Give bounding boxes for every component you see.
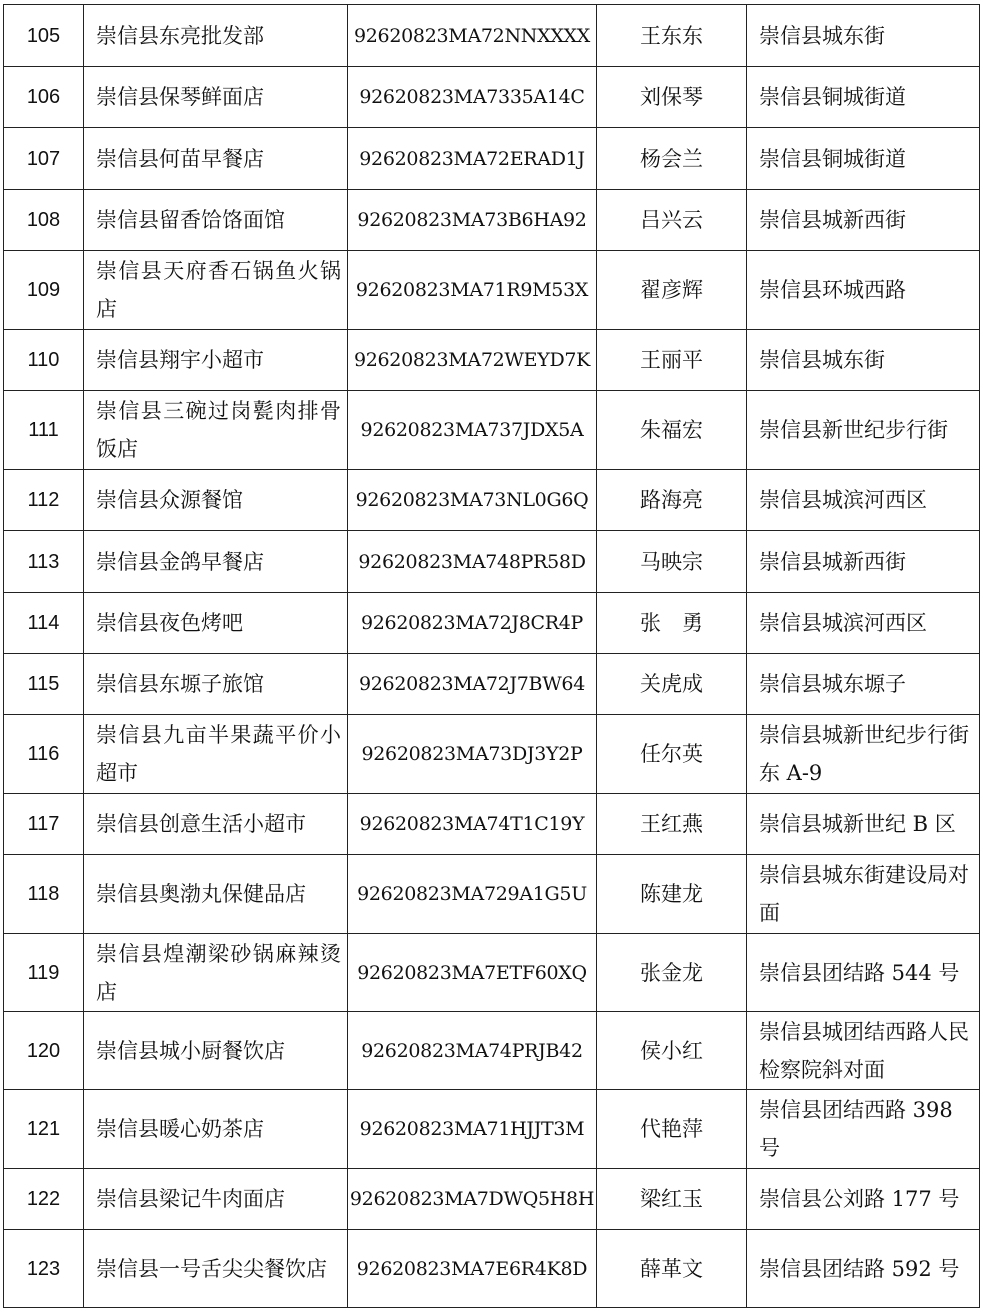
operator-name: 张金龙	[597, 934, 747, 1012]
row-number: 118	[4, 855, 84, 934]
credit-code: 92620823MA737JDX5A	[348, 391, 597, 470]
operator-name: 朱福宏	[597, 391, 747, 470]
business-address: 崇信县铜城街道	[747, 128, 980, 190]
business-name: 崇信县留香饸饹面馆	[84, 190, 348, 251]
business-address: 崇信县城新世纪 B 区	[747, 794, 980, 855]
business-name: 崇信县天府香石锅鱼火锅店	[84, 251, 348, 330]
credit-code: 92620823MA7E6R4K8D	[348, 1230, 597, 1308]
table-row	[4, 470, 980, 531]
operator-name: 关虎成	[597, 654, 747, 715]
table-row	[4, 654, 980, 715]
operator-name: 杨会兰	[597, 128, 747, 190]
business-name: 崇信县创意生活小超市	[84, 794, 348, 855]
credit-code: 92620823MA729A1G5U	[348, 855, 597, 934]
business-name: 崇信县东塬子旅馆	[84, 654, 348, 715]
row-number: 120	[4, 1012, 84, 1090]
business-name: 崇信县保琴鲜面店	[84, 67, 348, 128]
business-name: 崇信县夜色烤吧	[84, 593, 348, 654]
business-address: 崇信县公刘路 177 号	[747, 1169, 980, 1230]
table-row	[4, 531, 980, 593]
business-address: 崇信县城东街	[747, 330, 980, 391]
table-row	[4, 67, 980, 128]
row-number: 109	[4, 251, 84, 330]
business-name: 崇信县梁记牛肉面店	[84, 1169, 348, 1230]
credit-code: 92620823MA72NNXXXX	[348, 5, 597, 67]
table-row	[4, 1090, 980, 1169]
business-address: 崇信县团结路 592 号	[747, 1230, 980, 1308]
operator-name: 陈建龙	[597, 855, 747, 934]
table-row	[4, 1012, 980, 1090]
credit-code: 92620823MA7335A14C	[348, 67, 597, 128]
business-name: 崇信县众源餐馆	[84, 470, 348, 531]
table-row	[4, 934, 980, 1012]
row-number: 119	[4, 934, 84, 1012]
row-number: 107	[4, 128, 84, 190]
business-name: 崇信县三碗过岗甏肉排骨饭店	[84, 391, 348, 470]
row-number: 117	[4, 794, 84, 855]
operator-name: 路海亮	[597, 470, 747, 531]
table-row	[4, 5, 980, 67]
business-address: 崇信县新世纪步行街	[747, 391, 980, 470]
business-address: 崇信县城新西街	[747, 190, 980, 251]
table-body	[4, 5, 980, 1308]
business-name: 崇信县九亩半果蔬平价小超市	[84, 715, 348, 794]
table-row	[4, 190, 980, 251]
business-address: 崇信县城滨河西区	[747, 470, 980, 531]
business-address: 崇信县城东街	[747, 5, 980, 67]
operator-name: 翟彦辉	[597, 251, 747, 330]
row-number: 113	[4, 531, 84, 593]
business-address: 崇信县城新世纪步行街东 A-9	[747, 715, 980, 794]
business-name: 崇信县翔宇小超市	[84, 330, 348, 391]
table-row	[4, 794, 980, 855]
business-address: 崇信县团结西路 398 号	[747, 1090, 980, 1169]
table-row	[4, 251, 980, 330]
business-registry-table	[3, 4, 980, 1308]
credit-code: 92620823MA72J8CR4P	[348, 593, 597, 654]
business-address: 崇信县城新西街	[747, 531, 980, 593]
row-number: 112	[4, 470, 84, 531]
business-address: 崇信县环城西路	[747, 251, 980, 330]
table-row	[4, 330, 980, 391]
business-address: 崇信县团结路 544 号	[747, 934, 980, 1012]
credit-code: 92620823MA72WEYD7K	[348, 330, 597, 391]
row-number: 115	[4, 654, 84, 715]
credit-code: 92620823MA74PRJB42	[348, 1012, 597, 1090]
business-address: 崇信县城东街建设局对面	[747, 855, 980, 934]
business-address: 崇信县城团结西路人民检察院斜对面	[747, 1012, 980, 1090]
business-name: 崇信县奥渤丸保健品店	[84, 855, 348, 934]
table-row	[4, 1169, 980, 1230]
row-number: 111	[4, 391, 84, 470]
operator-name: 王红燕	[597, 794, 747, 855]
business-name: 崇信县城小厨餐饮店	[84, 1012, 348, 1090]
business-name: 崇信县暖心奶茶店	[84, 1090, 348, 1169]
row-number: 106	[4, 67, 84, 128]
operator-name: 侯小红	[597, 1012, 747, 1090]
operator-name: 张 勇	[597, 593, 747, 654]
row-number: 108	[4, 190, 84, 251]
operator-name: 梁红玉	[597, 1169, 747, 1230]
credit-code: 92620823MA748PR58D	[348, 531, 597, 593]
credit-code: 92620823MA71R9M53X	[348, 251, 597, 330]
business-name: 崇信县东亮批发部	[84, 5, 348, 67]
row-number: 114	[4, 593, 84, 654]
operator-name: 任尔英	[597, 715, 747, 794]
credit-code: 92620823MA7ETF60XQ	[348, 934, 597, 1012]
credit-code: 92620823MA73DJ3Y2P	[348, 715, 597, 794]
business-address: 崇信县城东塬子	[747, 654, 980, 715]
table-row	[4, 391, 980, 470]
business-name: 崇信县煌潮梁砂锅麻辣烫店	[84, 934, 348, 1012]
operator-name: 刘保琴	[597, 67, 747, 128]
credit-code: 92620823MA71HJJT3M	[348, 1090, 597, 1169]
operator-name: 薛革文	[597, 1230, 747, 1308]
table-row	[4, 128, 980, 190]
credit-code: 92620823MA73B6HA92	[348, 190, 597, 251]
operator-name: 王东东	[597, 5, 747, 67]
row-number: 123	[4, 1230, 84, 1308]
operator-name: 王丽平	[597, 330, 747, 391]
row-number: 116	[4, 715, 84, 794]
table-row	[4, 715, 980, 794]
row-number: 121	[4, 1090, 84, 1169]
table-row	[4, 1230, 980, 1308]
table-row	[4, 593, 980, 654]
business-address: 崇信县城滨河西区	[747, 593, 980, 654]
table-row	[4, 855, 980, 934]
operator-name: 代艳萍	[597, 1090, 747, 1169]
operator-name: 马映宗	[597, 531, 747, 593]
row-number: 110	[4, 330, 84, 391]
row-number: 122	[4, 1169, 84, 1230]
operator-name: 吕兴云	[597, 190, 747, 251]
credit-code: 92620823MA74T1C19Y	[348, 794, 597, 855]
business-name: 崇信县一号舌尖尖餐饮店	[84, 1230, 348, 1308]
business-name: 崇信县何苗早餐店	[84, 128, 348, 190]
credit-code: 92620823MA72ERAD1J	[348, 128, 597, 190]
credit-code: 92620823MA72J7BW64	[348, 654, 597, 715]
row-number: 105	[4, 5, 84, 67]
business-address: 崇信县铜城街道	[747, 67, 980, 128]
credit-code: 92620823MA7DWQ5H8H	[348, 1169, 597, 1230]
business-name: 崇信县金鸽早餐店	[84, 531, 348, 593]
credit-code: 92620823MA73NL0G6Q	[348, 470, 597, 531]
